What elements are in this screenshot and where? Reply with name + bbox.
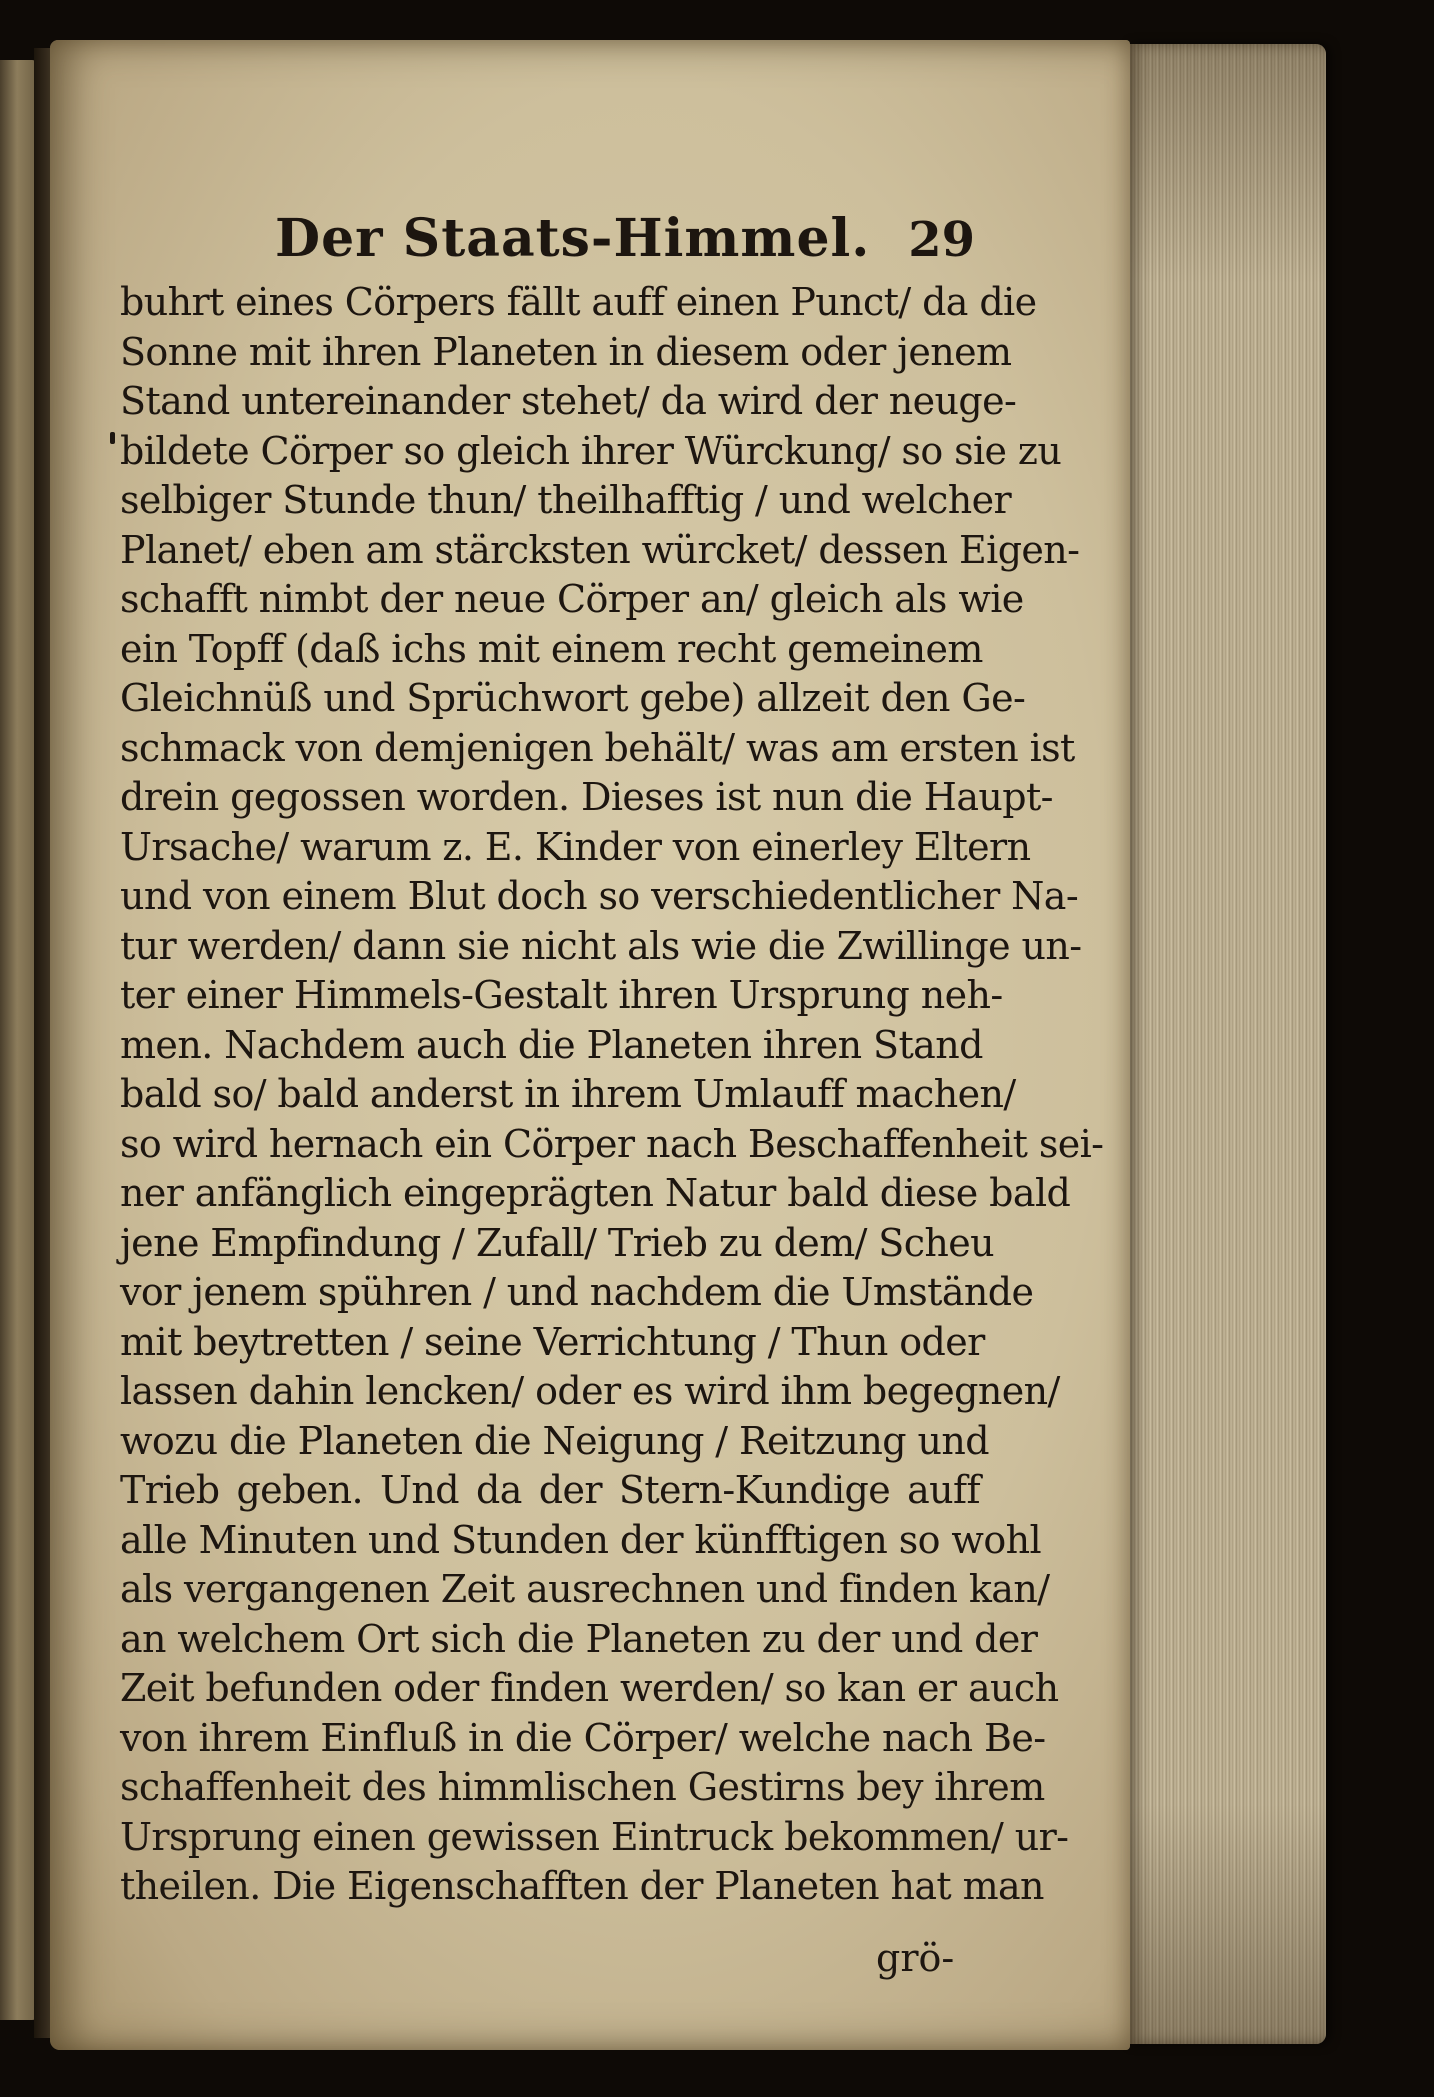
text-line: schafft nimbt der neue Cörper an/ gleich als wie [120,577,1024,621]
text-line: Gleichnüß und Sprüchwort gebe) allzeit den Ge- [120,676,1026,720]
text-line: men. Nachdem auch die Planeten ihren Stand [120,1022,983,1067]
text-line: alle Minuten und Stunden der künfftigen so wohl [120,1517,1042,1562]
text-line: und von einem Blut doch so verschiedentlicher Na- [120,874,1079,918]
text-line: vor jenem spühren / und nachdem die Umstände [120,1270,1034,1314]
page-title: Der Staats-Himmel. [275,208,871,269]
catchword: grö- [876,1936,955,1980]
text-line: Ursache/ warum z. E. Kinder von einerley Eltern [120,824,1031,869]
text-line: schmack von demjenigen behält/ was am ersten ist [120,725,1075,770]
text-line: buhrt eines Cörpers fällt auff einen Punct/ da die [120,280,1037,324]
text-line: ner anfänglich eingeprägten Natur bald diese bald [120,1171,1071,1215]
text-line: Zeit befunden oder finden werden/ so kan er auch [120,1666,1059,1710]
text-line: Trieb geben. Und da der Stern-Kundige auff [120,1468,980,1512]
text-line: mit beytretten / seine Verrichtung / Thun oder [120,1319,985,1364]
text-line: theilen. Die Eigenschafften der Planeten hat man [120,1864,1044,1908]
text-line: selbiger Stunde thun/ theilhafftig / und welcher [120,478,1012,522]
body-text [120,278,1104,1912]
book-page [50,40,1130,2050]
text-line: bildete Cörper so gleich ihrer Würckung/ so sie zu [120,428,1062,473]
text-line: so wird hernach ein Cörper nach Beschaffenheit sei- [120,1121,1104,1166]
text-line: drein gegossen worden. Dieses ist nun die Haupt- [120,775,1053,819]
text-line: tur werden/ dann sie nicht als wie die Zwillinge un- [120,923,1082,968]
text-line: schaffenheit des himmlischen Gestirns bey ihrem [120,1765,1045,1809]
text-line: als vergangenen Zeit ausrechnen und finden kan/ [120,1567,1050,1611]
text-line: Ursprung einen gewissen Eintruck bekommen/ ur- [120,1814,1069,1859]
running-head [275,208,975,278]
text-line: von ihrem Einfluß in die Cörper/ welche nach Be- [120,1715,1046,1760]
page-number: 29 [908,212,975,268]
text-line: an welchem Ort sich die Planeten zu der und der [120,1616,1038,1661]
text-line: jene Empfindung / Zufall/ Trieb zu dem/ Scheu [120,1220,995,1265]
left-page-edge [0,60,38,2020]
text-line: ter einer Himmels-Gestalt ihren Ursprung neh- [120,973,1003,1017]
text-line: wozu die Planeten die Neigung / Reitzung und [120,1418,989,1463]
margin-speck [110,432,115,444]
text-line: bald so/ bald anderst in ihrem Umlauff machen/ [120,1072,1016,1116]
text-line: ein Topff (daß ichs mit einem recht gemeinem [120,626,983,671]
text-line: Sonne mit ihren Planeten in diesem oder jenem [120,329,1012,374]
text-line: lassen dahin lencken/ oder es wird ihm begegnen/ [120,1369,1060,1413]
text-line: Stand untereinander stehet/ da wird der neuge- [120,379,1017,423]
fore-edge-shadow [1128,44,1326,2044]
text-line: Planet/ eben am stärcksten würcket/ dessen Eigen- [120,527,1080,572]
